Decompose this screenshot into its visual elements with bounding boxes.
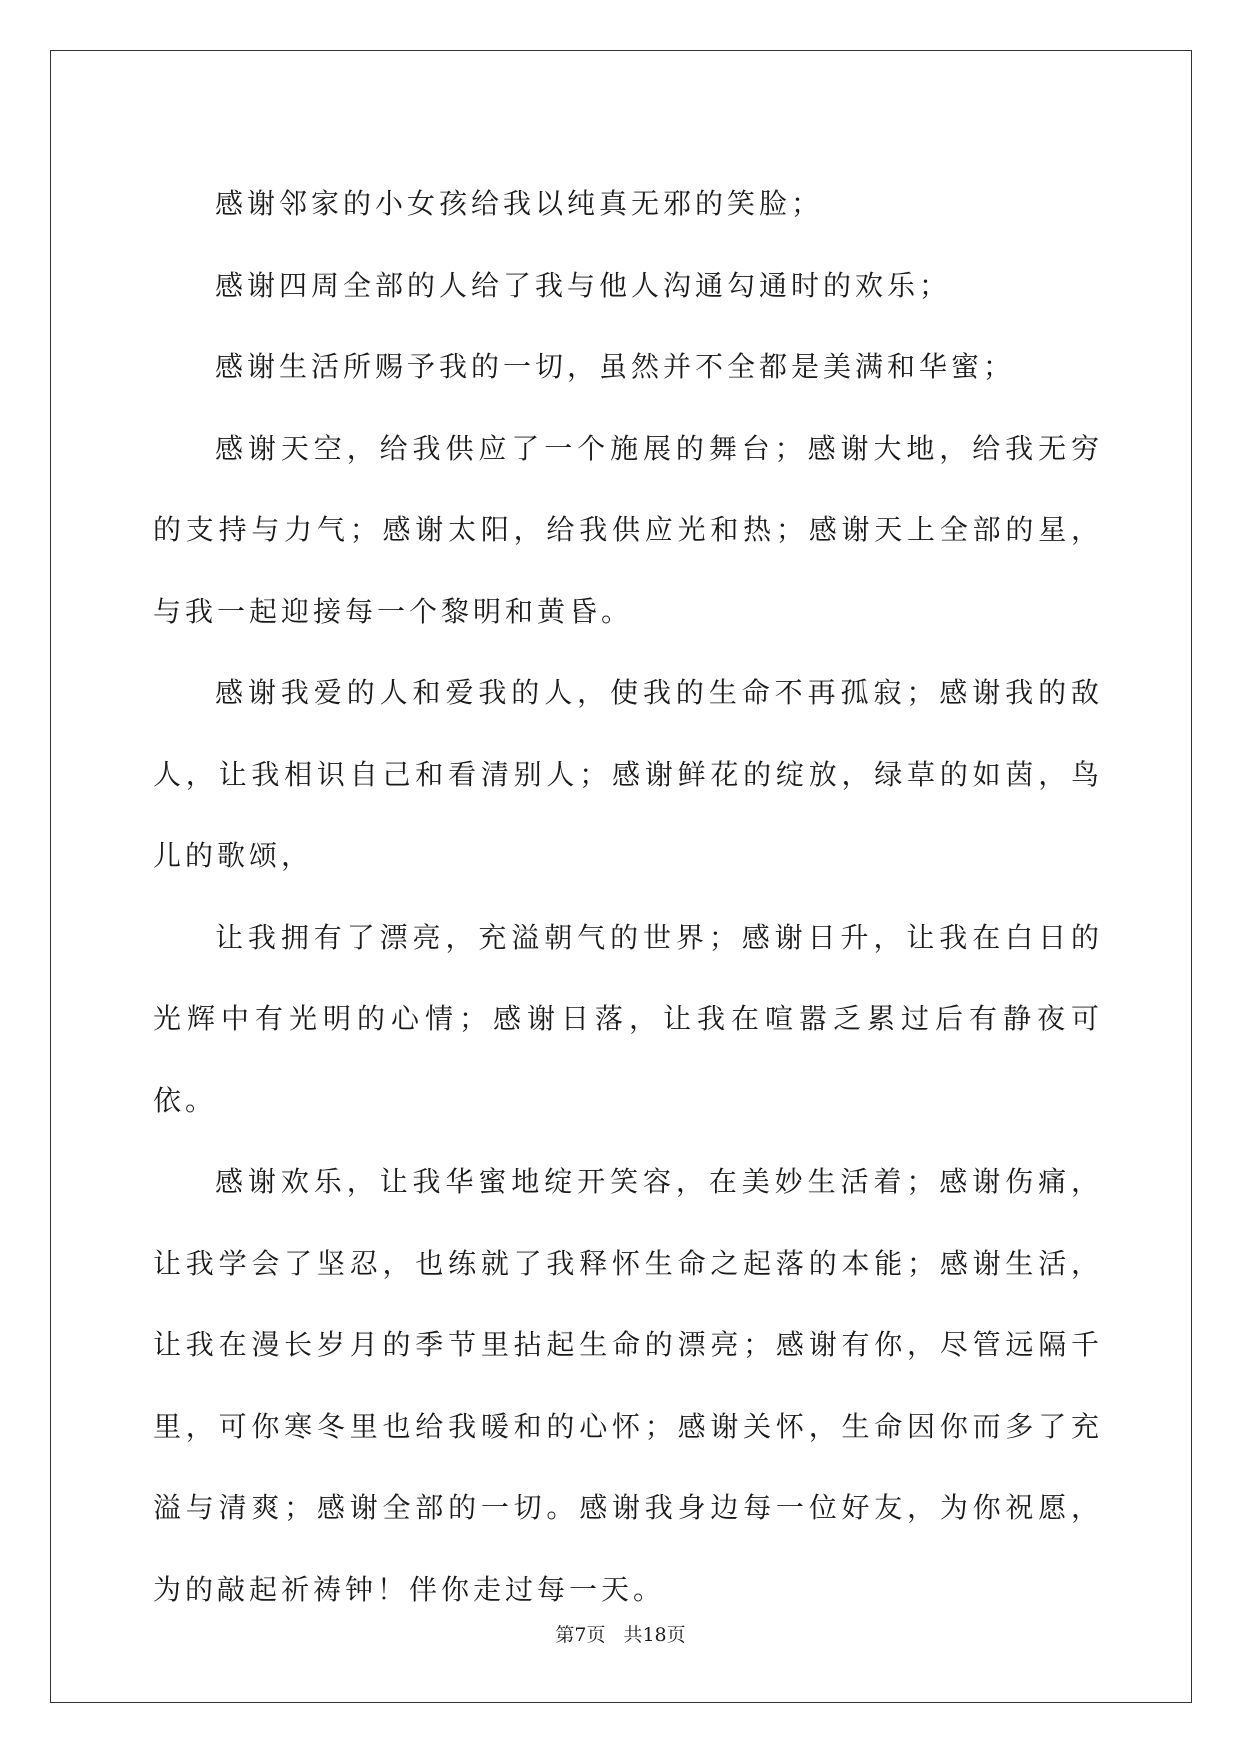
- paragraph-7: 感谢欢乐，让我华蜜地绽开笑容，在美妙生活着；感谢伤痛，让我学会了坚忍，也练就了我释怀生命之起落的本能；感谢生活，让我在漫长岁月的季节里拈起生命的漂亮；感谢有你，尽管远隔千里，可你寒冬里也给我暖和的心怀；感谢关怀，生命因你而多了充溢与清爽；感谢全部的一切。感谢我身边每一位好友，为你祝愿，为的敲起祈祷钟！伴你走过每一天。: [153, 1165, 1103, 1606]
- paragraph-1: 感谢邻家的小女孩给我以纯真无邪的笑脸；: [215, 187, 824, 220]
- paragraph-4: 感谢天空，给我供应了一个施展的舞台；感谢大地，给我无穷的支持与力气；感谢太阳，给我供应光和热；感谢天上全部的星，与我一起迎接每一个黎明和黄昏。: [153, 431, 1103, 628]
- paragraph-6: 让我拥有了漂亮，充溢朝气的世界；感谢日升，让我在白日的光辉中有光明的心情；感谢日落，让我在喧嚣乏累过后有静夜可依。: [153, 920, 1103, 1117]
- page-number: 第7页: [555, 1624, 606, 1646]
- paragraph-2: 感谢四周全部的人给了我与他人沟通勾通时的欢乐；: [215, 268, 952, 302]
- paragraph-3: 感谢生活所赐予我的一切，虽然并不全都是美满和华蜜；: [215, 350, 1016, 383]
- page-total: 共18页: [623, 1624, 686, 1646]
- page-footer: [0, 1620, 1241, 1647]
- document-body: [153, 163, 1103, 1630]
- paragraph-5: 感谢我爱的人和爱我的人，使我的生命不再孤寂；感谢我的敌人，让我相识自己和看清别人；感谢鲜花的绽放，绿草的如茵，鸟儿的歌颂，: [153, 676, 1103, 872]
